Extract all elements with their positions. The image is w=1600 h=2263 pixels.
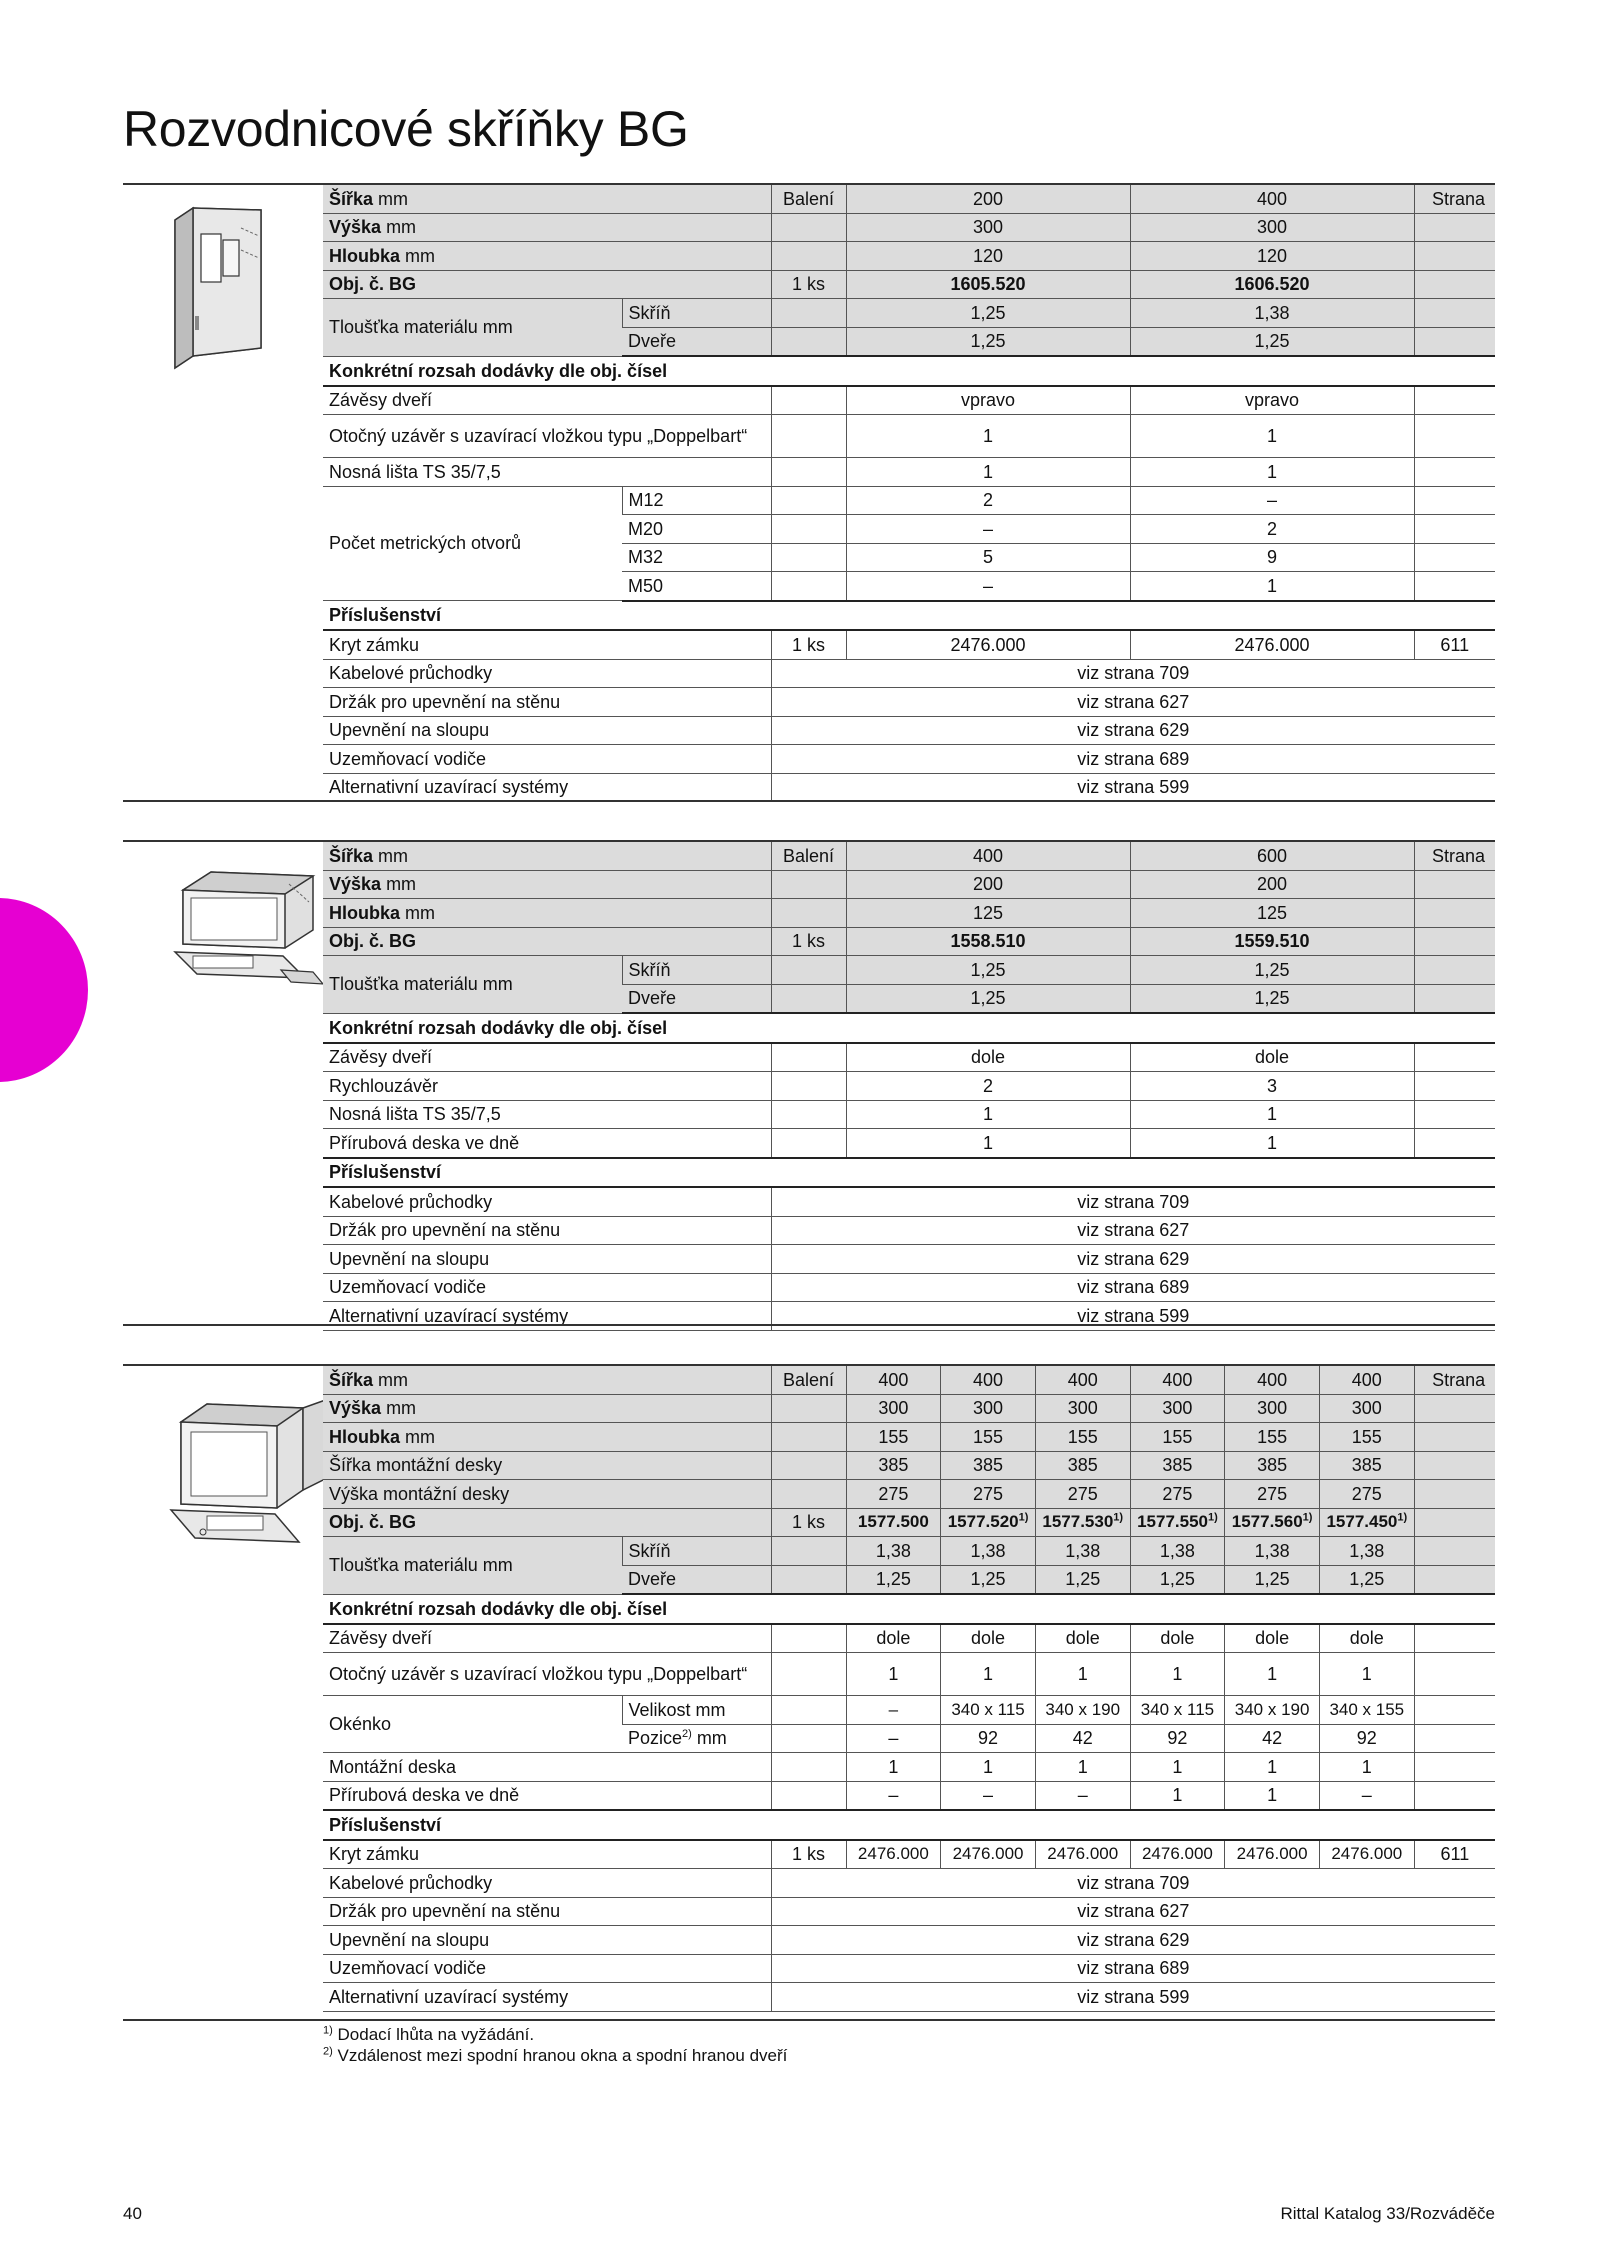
label-alternativni: Alternativní uzavírací systémy <box>323 1302 771 1331</box>
cell: 1 <box>1225 1653 1320 1696</box>
cell: 1 <box>846 415 1130 458</box>
cell: 1,25 <box>846 1565 941 1594</box>
cell: 300 <box>1130 1394 1225 1423</box>
cell: vpravo <box>1130 386 1414 415</box>
cell: 200 <box>1130 870 1414 899</box>
label-uzemnovaci: Uzemňovací vodiče <box>323 1273 771 1302</box>
cell: 300 <box>1225 1394 1320 1423</box>
spec-table-1 <box>323 185 1495 802</box>
label-uzemnovaci: Uzemňovací vodiče <box>323 745 771 774</box>
footnote-2: $^{2)}$ Vzdálenost mezi spodní hranou okna a spodní hranou dveří <box>323 2045 788 2065</box>
label-kabelove: Kabelové průchodky <box>323 1187 771 1216</box>
cell: 1,38 <box>1035 1537 1130 1566</box>
label-vyska-md: Výška montážní desky <box>323 1480 771 1509</box>
cell: 1 <box>1130 1100 1414 1129</box>
col-baleni: Balení <box>771 842 846 870</box>
cell: 5 <box>846 543 1130 572</box>
cell: 9 <box>1130 543 1414 572</box>
cell: 1,38 <box>1130 1537 1225 1566</box>
cell: 2 <box>1130 515 1414 544</box>
cell: – <box>846 1781 941 1810</box>
label-uzemnovaci: Uzemňovací vodiče <box>323 1954 771 1983</box>
cell: 300 <box>1130 213 1414 242</box>
cell: 1,38 <box>941 1537 1036 1566</box>
label-otocny: Otočný uzávěr s uzavírací vložkou typu „Doppelbart“ <box>323 1653 771 1696</box>
cell: 3 <box>1130 1072 1414 1101</box>
cell: 300 <box>1035 1394 1130 1423</box>
label-m50: M50 <box>622 572 771 601</box>
label-dvere: Dveře <box>622 327 771 356</box>
cell: 275 <box>846 1480 941 1509</box>
section-heading: Příslušenství <box>323 1158 1495 1188</box>
cell: dole <box>1225 1624 1320 1653</box>
label-hloubka: Hloubka mm <box>323 242 771 271</box>
label-prirubova: Přírubová deska ve dně <box>323 1781 771 1810</box>
col-strana: Strana <box>1414 842 1495 870</box>
cell: dole <box>1035 1624 1130 1653</box>
label-sirka: Šířka mm <box>323 842 771 870</box>
cell: 1,25 <box>846 984 1130 1013</box>
cell: 1,25 <box>941 1565 1036 1594</box>
cell: 1,25 <box>1130 984 1414 1013</box>
label-skrin: Skříň <box>622 1537 771 1566</box>
label-drzak: Držák pro upevnění na stěnu <box>323 1897 771 1926</box>
label-kabelove: Kabelové průchodky <box>323 1869 771 1898</box>
cell: 1,38 <box>1225 1537 1320 1566</box>
product-section-3 <box>123 1364 1495 2007</box>
label-sirka-md: Šířka montážní desky <box>323 1451 771 1480</box>
label-nosna: Nosná lišta TS 35/7,5 <box>323 1100 771 1129</box>
cell: 1 ks <box>771 1508 846 1537</box>
cell: – <box>1319 1781 1414 1810</box>
label-obj: Obj. č. BG <box>323 1508 771 1537</box>
cell: 155 <box>1225 1423 1320 1452</box>
footnotes <box>323 2024 787 2066</box>
col-strana: Strana <box>1414 1366 1495 1394</box>
cell: 2476.000 <box>941 1840 1036 1869</box>
cell: 2476.000 <box>1130 1840 1225 1869</box>
cell: 300 <box>846 213 1130 242</box>
cell: 385 <box>1130 1451 1225 1480</box>
cell: dole <box>1130 1043 1414 1072</box>
label-otocny: Otočný uzávěr s uzavírací vložkou typu „Doppelbart“ <box>323 415 771 458</box>
label-tloustka: Tloušťka materiálu mm <box>323 299 622 357</box>
cell: 300 <box>941 1394 1036 1423</box>
label-m32: M32 <box>622 543 771 572</box>
col-baleni: Balení <box>771 185 846 213</box>
cell: 400 <box>1035 1366 1130 1394</box>
cell: 1,25 <box>1130 327 1414 356</box>
cell: 2476.000 <box>1319 1840 1414 1869</box>
label-zavesy: Závěsy dveří <box>323 386 771 415</box>
cell: – <box>846 1724 941 1753</box>
page-ref: viz strana 689 <box>771 1273 1495 1302</box>
label-m12: M12 <box>622 486 771 515</box>
cell: 125 <box>1130 899 1414 928</box>
cell: 1 <box>1130 458 1414 487</box>
cell: 611 <box>1414 1840 1495 1869</box>
label-prirubova: Přírubová deska ve dně <box>323 1129 771 1158</box>
label-obj: Obj. č. BG <box>323 927 771 956</box>
cell: 275 <box>1225 1480 1320 1509</box>
wall-box-wide-icon <box>163 860 328 1020</box>
cell: dole <box>1319 1624 1414 1653</box>
product-section-1 <box>123 183 1495 798</box>
label-dvere: Dveře <box>622 1565 771 1594</box>
label-hloubka: Hloubka mm <box>323 899 771 928</box>
cell: 400 <box>1225 1366 1320 1394</box>
cell: – <box>846 1696 941 1725</box>
label-tloustka: Tloušťka materiálu mm <box>323 956 622 1014</box>
page-ref: viz strana 629 <box>771 1926 1495 1955</box>
cell: 1,25 <box>1225 1565 1320 1594</box>
label-m20: M20 <box>622 515 771 544</box>
cell: vpravo <box>846 386 1130 415</box>
cell: 400 <box>941 1366 1036 1394</box>
cell: 1 <box>1130 1753 1225 1782</box>
cell: 340 x 190 <box>1035 1696 1130 1725</box>
cell: dole <box>846 1624 941 1653</box>
order-number: 1577.550$^{1)}$ <box>1130 1508 1225 1537</box>
page-ref: viz strana 599 <box>771 1983 1495 2012</box>
page-ref: viz strana 709 <box>771 1187 1495 1216</box>
cell: 1 <box>846 1129 1130 1158</box>
cell: 1,25 <box>1035 1565 1130 1594</box>
label-zavesy: Závěsy dveří <box>323 1624 771 1653</box>
label-pocet: Počet metrických otvorů <box>323 486 622 601</box>
cell: – <box>1035 1781 1130 1810</box>
cell: 1 ks <box>771 270 846 299</box>
cell: 155 <box>941 1423 1036 1452</box>
cell: 42 <box>1035 1724 1130 1753</box>
label-kabelove: Kabelové průchodky <box>323 659 771 688</box>
cell: 155 <box>1035 1423 1130 1452</box>
cell: 400 <box>1130 1366 1225 1394</box>
label-upevneni: Upevnění na sloupu <box>323 1926 771 1955</box>
cell: 1 <box>1225 1753 1320 1782</box>
wall-box-window-icon <box>163 1386 338 1556</box>
cell: dole <box>846 1043 1130 1072</box>
cell: 1 <box>941 1653 1036 1696</box>
page-ref: viz strana 627 <box>771 688 1495 717</box>
cell: – <box>846 515 1130 544</box>
label-okenko: Okénko <box>323 1696 622 1753</box>
page-title: Rozvodnicové skříňky BG <box>123 101 689 157</box>
cell: 275 <box>1035 1480 1130 1509</box>
cell: 300 <box>1319 1394 1414 1423</box>
cell: 1 ks <box>771 630 846 659</box>
cell: 600 <box>1130 842 1414 870</box>
cell: 1 <box>1225 1781 1320 1810</box>
cell: – <box>846 572 1130 601</box>
section-heading: Konkrétní rozsah dodávky dle obj. čísel <box>323 1594 1495 1624</box>
page-ref: viz strana 627 <box>771 1216 1495 1245</box>
page-ref: viz strana 599 <box>771 1302 1495 1331</box>
cell: 400 <box>846 1366 941 1394</box>
section-heading: Příslušenství <box>323 1810 1495 1840</box>
cell: 155 <box>1319 1423 1414 1452</box>
cell: – <box>1130 486 1414 515</box>
cell: 400 <box>1319 1366 1414 1394</box>
order-number: 1577.520$^{1)}$ <box>941 1508 1036 1537</box>
cell: 2 <box>846 486 1130 515</box>
label-pozice: Pozice$^{2)}$ mm <box>622 1724 771 1753</box>
cell: 1,25 <box>1130 956 1414 985</box>
cell: 1 <box>1130 415 1414 458</box>
order-number: 1577.560$^{1)}$ <box>1225 1508 1320 1537</box>
cell: 2476.000 <box>846 1840 941 1869</box>
cell: 1 <box>1035 1653 1130 1696</box>
cell: 385 <box>846 1451 941 1480</box>
cell: 1 <box>1130 1129 1414 1158</box>
section-heading: Příslušenství <box>323 601 1495 631</box>
spec-table-3 <box>323 1366 1495 2012</box>
cell: 200 <box>846 870 1130 899</box>
cell: 300 <box>846 1394 941 1423</box>
label-nosna: Nosná lišta TS 35/7,5 <box>323 458 771 487</box>
cell: 42 <box>1225 1724 1320 1753</box>
section-heading: Konkrétní rozsah dodávky dle obj. čísel <box>323 356 1495 386</box>
cell: 385 <box>941 1451 1036 1480</box>
cell: 1,25 <box>846 956 1130 985</box>
cell: 2476.000 <box>1130 630 1414 659</box>
spec-table-2 <box>323 842 1495 1331</box>
cell: 2476.000 <box>1225 1840 1320 1869</box>
order-number: 1558.510 <box>846 927 1130 956</box>
cell: 400 <box>846 842 1130 870</box>
label-sirka: Šířka mm <box>323 185 771 213</box>
cell: 1 <box>1130 1781 1225 1810</box>
label-dvere: Dveře <box>622 984 771 1013</box>
label-zavesy: Závěsy dveří <box>323 1043 771 1072</box>
page-ref: viz strana 709 <box>771 659 1495 688</box>
label-rychlo: Rychlouzávěr <box>323 1072 771 1101</box>
cell: 1,25 <box>1319 1565 1414 1594</box>
cell: 1,38 <box>846 1537 941 1566</box>
cell: 155 <box>846 1423 941 1452</box>
cell: 1 <box>1035 1753 1130 1782</box>
cell: 125 <box>846 899 1130 928</box>
wall-box-tall-icon <box>163 198 273 373</box>
cell: 1,25 <box>1130 1565 1225 1594</box>
label-vyska: Výška mm <box>323 870 771 899</box>
col-strana: Strana <box>1414 185 1495 213</box>
cell: dole <box>941 1624 1036 1653</box>
cell: 385 <box>1225 1451 1320 1480</box>
cell: 1,38 <box>1130 299 1414 328</box>
page-ref: viz strana 599 <box>771 773 1495 802</box>
cell: 200 <box>846 185 1130 213</box>
page-number: 40 <box>123 2204 142 2223</box>
order-number: 1577.530$^{1)}$ <box>1035 1508 1130 1537</box>
cell: 92 <box>941 1724 1036 1753</box>
section-heading: Konkrétní rozsah dodávky dle obj. čísel <box>323 1013 1495 1043</box>
label-vyska: Výška mm <box>323 1394 771 1423</box>
cell: 1 <box>846 1753 941 1782</box>
cell: – <box>941 1781 1036 1810</box>
cell: 1,25 <box>846 327 1130 356</box>
cell: 155 <box>1130 1423 1225 1452</box>
cell: 611 <box>1414 630 1495 659</box>
cell: 275 <box>941 1480 1036 1509</box>
label-tloustka: Tloušťka materiálu mm <box>323 1537 622 1595</box>
cell: 340 x 115 <box>1130 1696 1225 1725</box>
label-upevneni: Upevnění na sloupu <box>323 1245 771 1274</box>
cell: 275 <box>1319 1480 1414 1509</box>
page-ref: viz strana 629 <box>771 716 1495 745</box>
cell: 1 ks <box>771 927 846 956</box>
label-skrin: Skříň <box>622 299 771 328</box>
label-drzak: Držák pro upevnění na stěnu <box>323 688 771 717</box>
label-velikost: Velikost mm <box>622 1696 771 1725</box>
cell: 340 x 190 <box>1225 1696 1320 1725</box>
cell: 92 <box>1130 1724 1225 1753</box>
cell: 1 <box>1319 1753 1414 1782</box>
order-number: 1559.510 <box>1130 927 1414 956</box>
cell: 1 <box>1130 572 1414 601</box>
cell: 1 <box>846 458 1130 487</box>
page-ref: viz strana 709 <box>771 1869 1495 1898</box>
page-ref: viz strana 629 <box>771 1245 1495 1274</box>
label-kryt: Kryt zámku <box>323 630 771 659</box>
cell: 340 x 115 <box>941 1696 1036 1725</box>
cell: 92 <box>1319 1724 1414 1753</box>
label-alternativni: Alternativní uzavírací systémy <box>323 773 771 802</box>
catalog-name: Rittal Katalog 33/Rozváděče <box>1280 2204 1495 2223</box>
cell: 1 <box>1130 1653 1225 1696</box>
label-kryt: Kryt zámku <box>323 1840 771 1869</box>
order-number: 1606.520 <box>1130 270 1414 299</box>
label-vyska: Výška mm <box>323 213 771 242</box>
cell: 1,38 <box>1319 1537 1414 1566</box>
label-sirka: Šířka mm <box>323 1366 771 1394</box>
order-number: 1605.520 <box>846 270 1130 299</box>
cell: 275 <box>1130 1480 1225 1509</box>
cell: 2 <box>846 1072 1130 1101</box>
cell: 385 <box>1319 1451 1414 1480</box>
cell: 385 <box>1035 1451 1130 1480</box>
cell: 400 <box>1130 185 1414 213</box>
label-upevneni: Upevnění na sloupu <box>323 716 771 745</box>
cell: 340 x 155 <box>1319 1696 1414 1725</box>
chapter-marker <box>0 898 88 1082</box>
page-ref: viz strana 689 <box>771 1954 1495 1983</box>
footnote-1: $^{1)}$ Dodací lhůta na vyžádání. <box>323 2024 535 2044</box>
label-skrin: Skříň <box>622 956 771 985</box>
cell: 1 <box>846 1653 941 1696</box>
cell: 1 <box>1319 1653 1414 1696</box>
cell: 120 <box>846 242 1130 271</box>
cell: 1 ks <box>771 1840 846 1869</box>
order-number: 1577.500 <box>846 1508 941 1537</box>
cell: 2476.000 <box>846 630 1130 659</box>
product-section-2 <box>123 840 1495 1326</box>
cell: 1 <box>941 1753 1036 1782</box>
label-obj: Obj. č. BG <box>323 270 771 299</box>
page-ref: viz strana 627 <box>771 1897 1495 1926</box>
label-montazni: Montážní deska <box>323 1753 771 1782</box>
cell: 1,25 <box>846 299 1130 328</box>
cell: 120 <box>1130 242 1414 271</box>
order-number: 1577.450$^{1)}$ <box>1319 1508 1414 1537</box>
cell: 1 <box>846 1100 1130 1129</box>
page-ref: viz strana 689 <box>771 745 1495 774</box>
col-baleni: Balení <box>771 1366 846 1394</box>
label-alternativni: Alternativní uzavírací systémy <box>323 1983 771 2012</box>
cell: dole <box>1130 1624 1225 1653</box>
label-hloubka: Hloubka mm <box>323 1423 771 1452</box>
cell: 2476.000 <box>1035 1840 1130 1869</box>
label-drzak: Držák pro upevnění na stěnu <box>323 1216 771 1245</box>
